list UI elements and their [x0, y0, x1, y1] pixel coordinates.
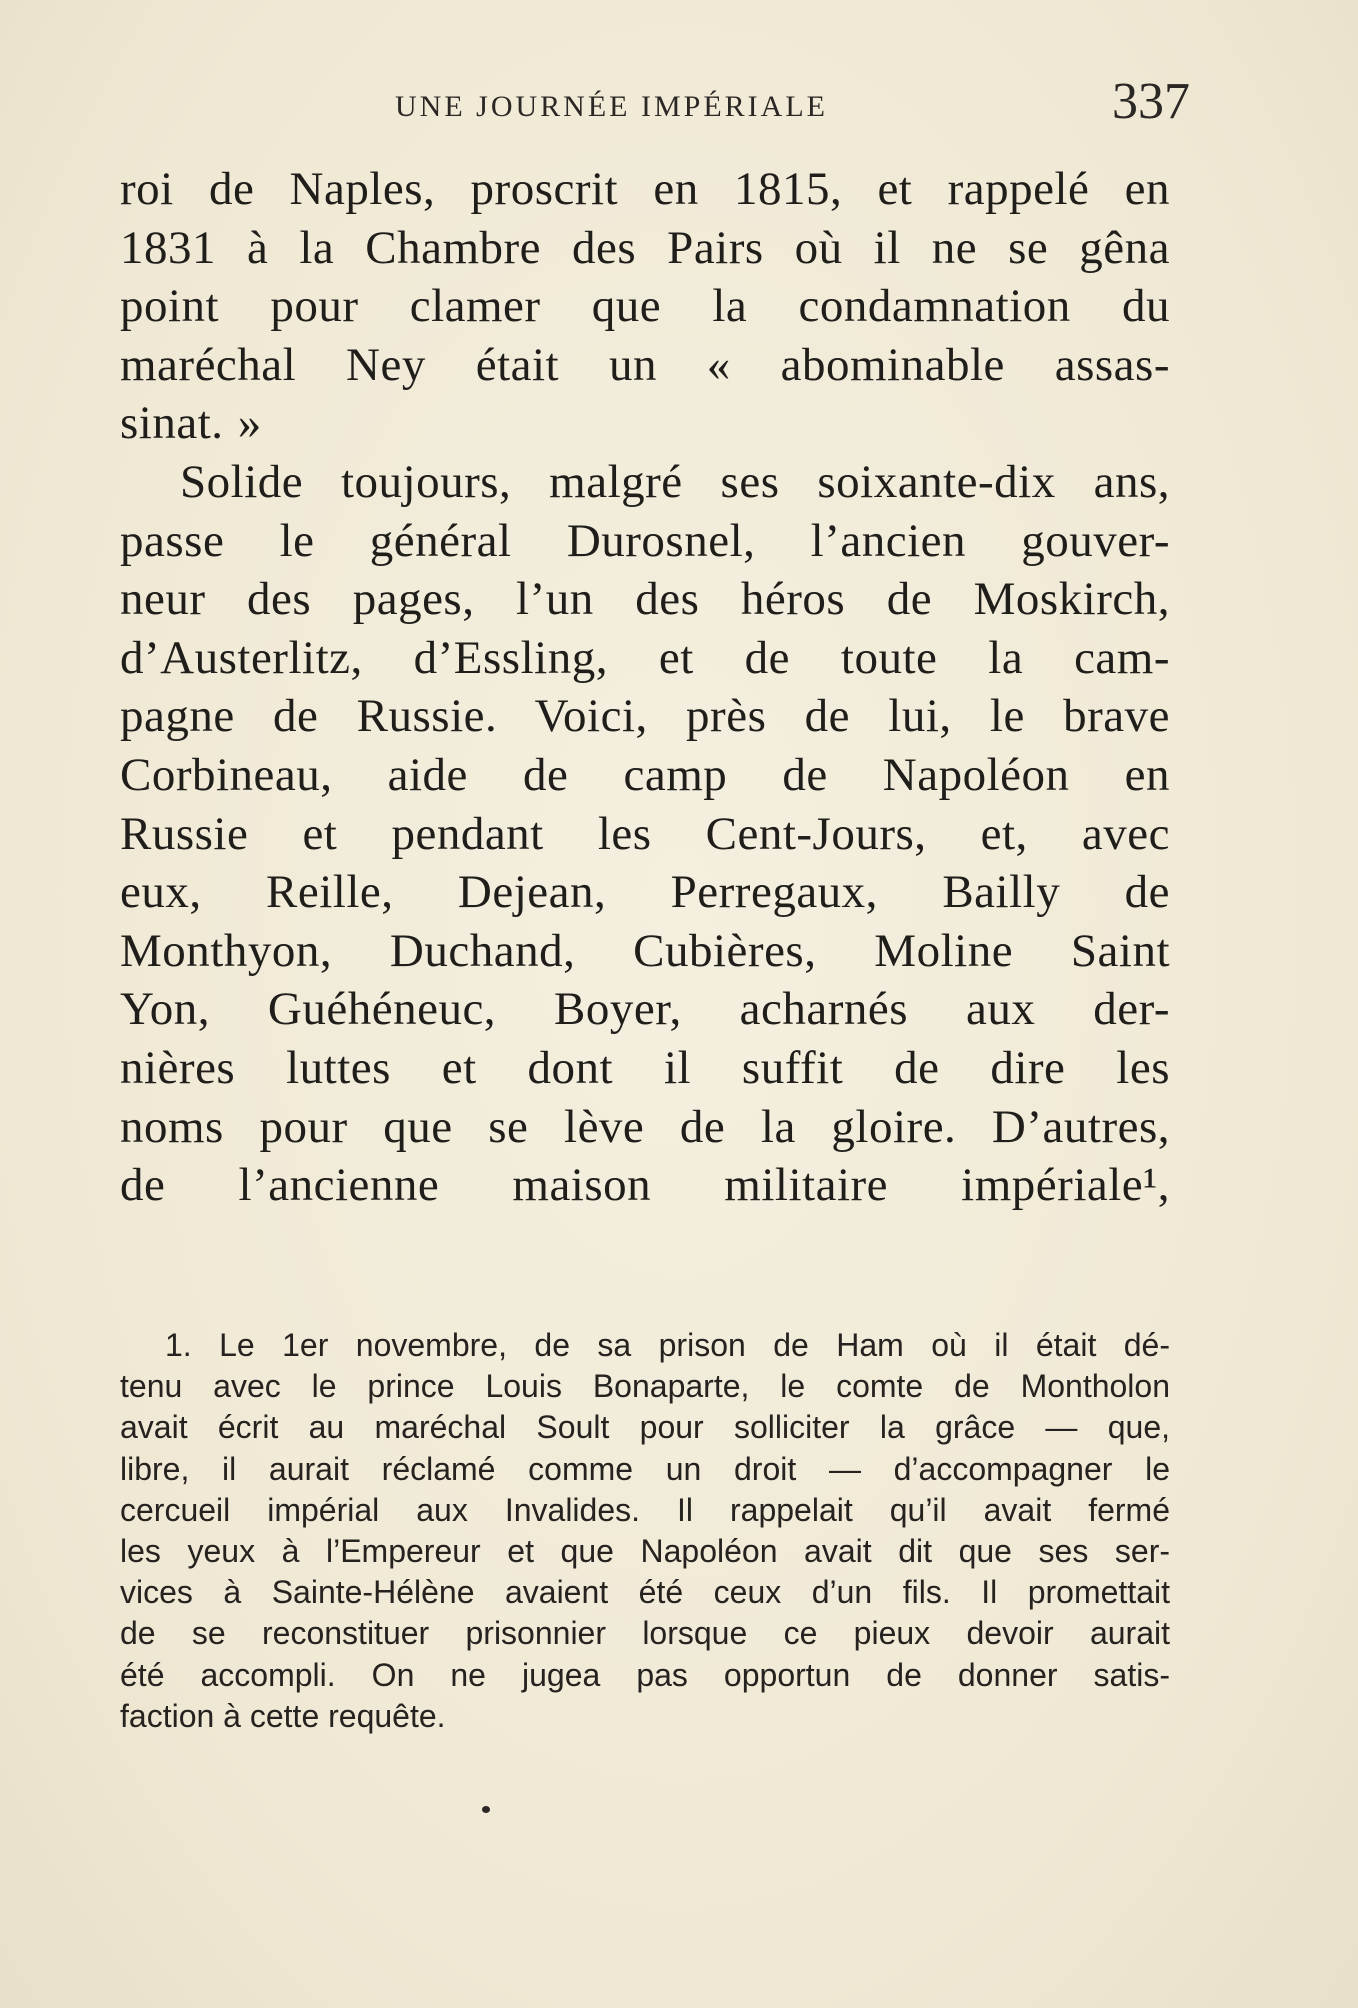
footnote-line: de se reconstituer prisonnier lorsque ce pieux devoir aurait: [120, 1615, 1170, 1652]
text-line: Yon, Guéhéneuc, Boyer, acharnés aux der-: [120, 983, 1170, 1036]
running-title: UNE JOURNÉE IMPÉRIALE: [395, 90, 828, 123]
main-text: [120, 160, 1170, 1215]
text-line: nières luttes et dont il suffit de dire les: [120, 1041, 1170, 1094]
text-line: Corbineau, aide de camp de Napoléon en: [120, 748, 1170, 801]
text-line: de l’ancienne maison militaire impériale¹,: [120, 1159, 1170, 1212]
footnote-line: tenu avec le prince Louis Bonaparte, le comte de Montholon: [120, 1368, 1170, 1405]
footnote-line: cercueil impérial aux Invalides. Il rappelait qu’il avait fermé: [120, 1491, 1170, 1528]
text-line: neur des pages, l’un des héros de Moskirch,: [120, 573, 1170, 626]
text-line: maréchal Ney était un « abominable assas-: [120, 338, 1170, 391]
text-line: sinat. »: [120, 397, 262, 450]
footnote-line: les yeux à l’Empereur et que Napoléon avait dit que ses ser-: [120, 1532, 1170, 1569]
text-line: d’Austerlitz, d’Essling, et de toute la cam-: [120, 631, 1170, 684]
text-line: noms pour que se lève de la gloire. D’autres,: [120, 1100, 1170, 1153]
footnote: [120, 1325, 1170, 1737]
footnote-line: faction à cette requête.: [120, 1697, 446, 1734]
page-number: 337: [1112, 73, 1190, 130]
footnote-line: avait écrit au maréchal Soult pour solliciter la grâce — que,: [120, 1409, 1170, 1446]
text-line: Russie et pendant les Cent-Jours, et, avec: [120, 807, 1170, 860]
text-line: roi de Naples, proscrit en 1815, et rappelé en: [120, 163, 1170, 215]
text-line: Monthyon, Duchand, Cubières, Moline Saint: [120, 924, 1170, 977]
footnote-line: vices à Sainte-Hélène avaient été ceux d’un fils. Il promettait: [120, 1574, 1170, 1611]
text-line: point pour clamer que la condamnation du: [120, 280, 1170, 333]
text-line: passe le général Durosnel, l’ancien gouver-: [120, 514, 1170, 567]
text-line: 1831 à la Chambre des Pairs où il ne se gêna: [120, 221, 1170, 274]
text-line: eux, Reille, Dejean, Perregaux, Bailly de: [120, 866, 1170, 919]
footnote-line: libre, il aurait réclamé comme un droit — d’accompagner le: [120, 1450, 1170, 1487]
signature-mark: [482, 1806, 490, 1813]
text-line: pagne de Russie. Voici, près de lui, le brave: [120, 690, 1170, 743]
page-header: [120, 70, 1190, 140]
footnote-line: 1. Le 1er novembre, de sa prison de Ham où il était dé-: [165, 1327, 1170, 1363]
footnote-line: été accompli. On ne jugea pas opportun de donner satis-: [120, 1656, 1170, 1693]
text-line: Solide toujours, malgré ses soixante-dix ans,: [180, 455, 1170, 508]
